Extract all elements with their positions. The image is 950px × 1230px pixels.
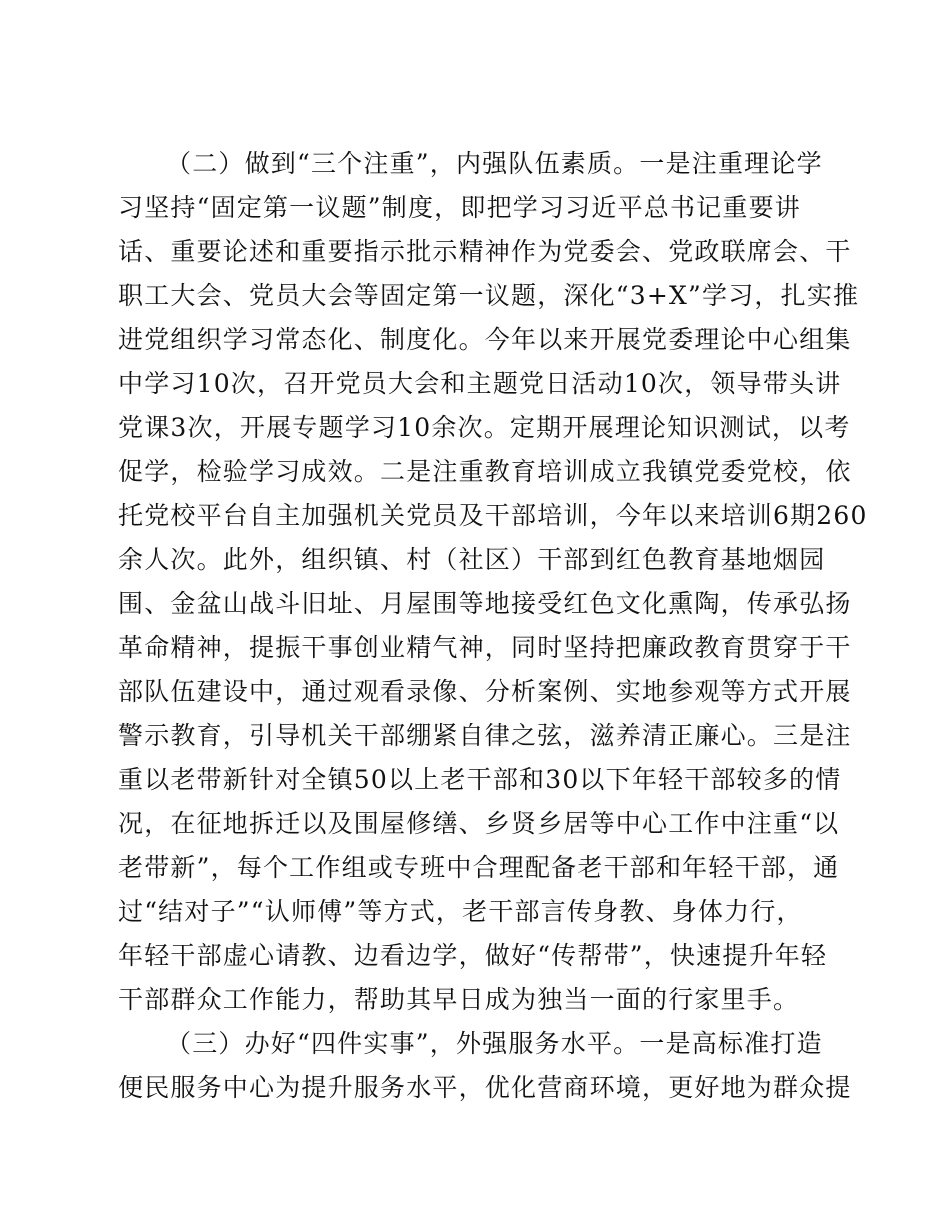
paragraph-2-line-20: 干部群众工作能力，帮助其早日成为独当一面的行家里手。 <box>118 985 800 1014</box>
paragraph-3-line-1: （三）办好“四件实事”，外强服务水平。一是高标准打造 <box>166 1029 823 1058</box>
paragraph-2-line-6: 中学习10次，召开党员大会和主题党日活动10次，领导带头讲 <box>118 369 842 398</box>
paragraph-2-line-19: 年轻干部虚心请教、边看边学，做好“传帮带”，快速提升年轻 <box>118 941 828 970</box>
paragraph-2-line-2: 习坚持“固定第一议题”制度，即把学习习近平总书记重要讲 <box>118 193 801 222</box>
paragraph-2-line-7: 党课3次，开展专题学习10余次。定期开展理论知识测试，以考 <box>118 413 851 442</box>
paragraph-2-line-17: 老带新”，每个工作组或专班中合理配备老干部和年轻干部，通 <box>118 853 840 882</box>
paragraph-2-line-12: 革命精神，提振干事创业精气神，同时坚持把廉政教育贯穿于干 <box>118 633 852 662</box>
paragraph-2-line-5: 进党组织学习常态化、制度化。今年以来开展党委理论中心组集 <box>118 325 852 354</box>
paragraph-2-line-11: 围、金盆山战斗旧址、月屋围等地接受红色文化熏陶，传承弘扬 <box>118 589 852 618</box>
paragraph-2-line-18: 过“结对子”“认师傅”等方式，老干部言传身教、身体力行， <box>118 897 803 926</box>
paragraph-2-line-8: 促学，检验学习成效。二是注重教育培训成立我镇党委党校，依 <box>118 457 852 486</box>
paragraph-2-line-1: （二）做到“三个注重”，内强队伍素质。一是注重理论学 <box>166 149 823 178</box>
paragraph-2-line-3: 话、重要论述和重要指示批示精神作为党委会、党政联席会、干 <box>118 237 852 266</box>
paragraph-2-line-16: 况，在征地拆迁以及围屋修缮、乡贤乡居等中心工作中注重“以 <box>118 809 840 838</box>
paragraph-3-line-2: 便民服务中心为提升服务水平，优化营商环境，更好地为群众提 <box>118 1073 852 1102</box>
paragraph-2-line-10: 余人次。此外，组织镇、村（社区）干部到红色教育基地烟园 <box>118 545 826 574</box>
paragraph-2-line-4: 职工大会、党员大会等固定第一议题，深化“3+X”学习，扎实推 <box>118 281 860 310</box>
paragraph-2-line-15: 重以老带新针对全镇50以上老干部和30以下年轻干部较多的情 <box>118 765 842 794</box>
paragraph-2-line-14: 警示教育，引导机关干部绷紧自律之弦，滋养清正廉心。三是注 <box>118 721 852 750</box>
paragraph-2-line-13: 部队伍建设中，通过观看录像、分析案例、实地参观等方式开展 <box>118 677 852 706</box>
paragraph-2-line-9: 托党校平台自主加强机关党员及干部培训，今年以来培训6期260 <box>118 501 868 530</box>
